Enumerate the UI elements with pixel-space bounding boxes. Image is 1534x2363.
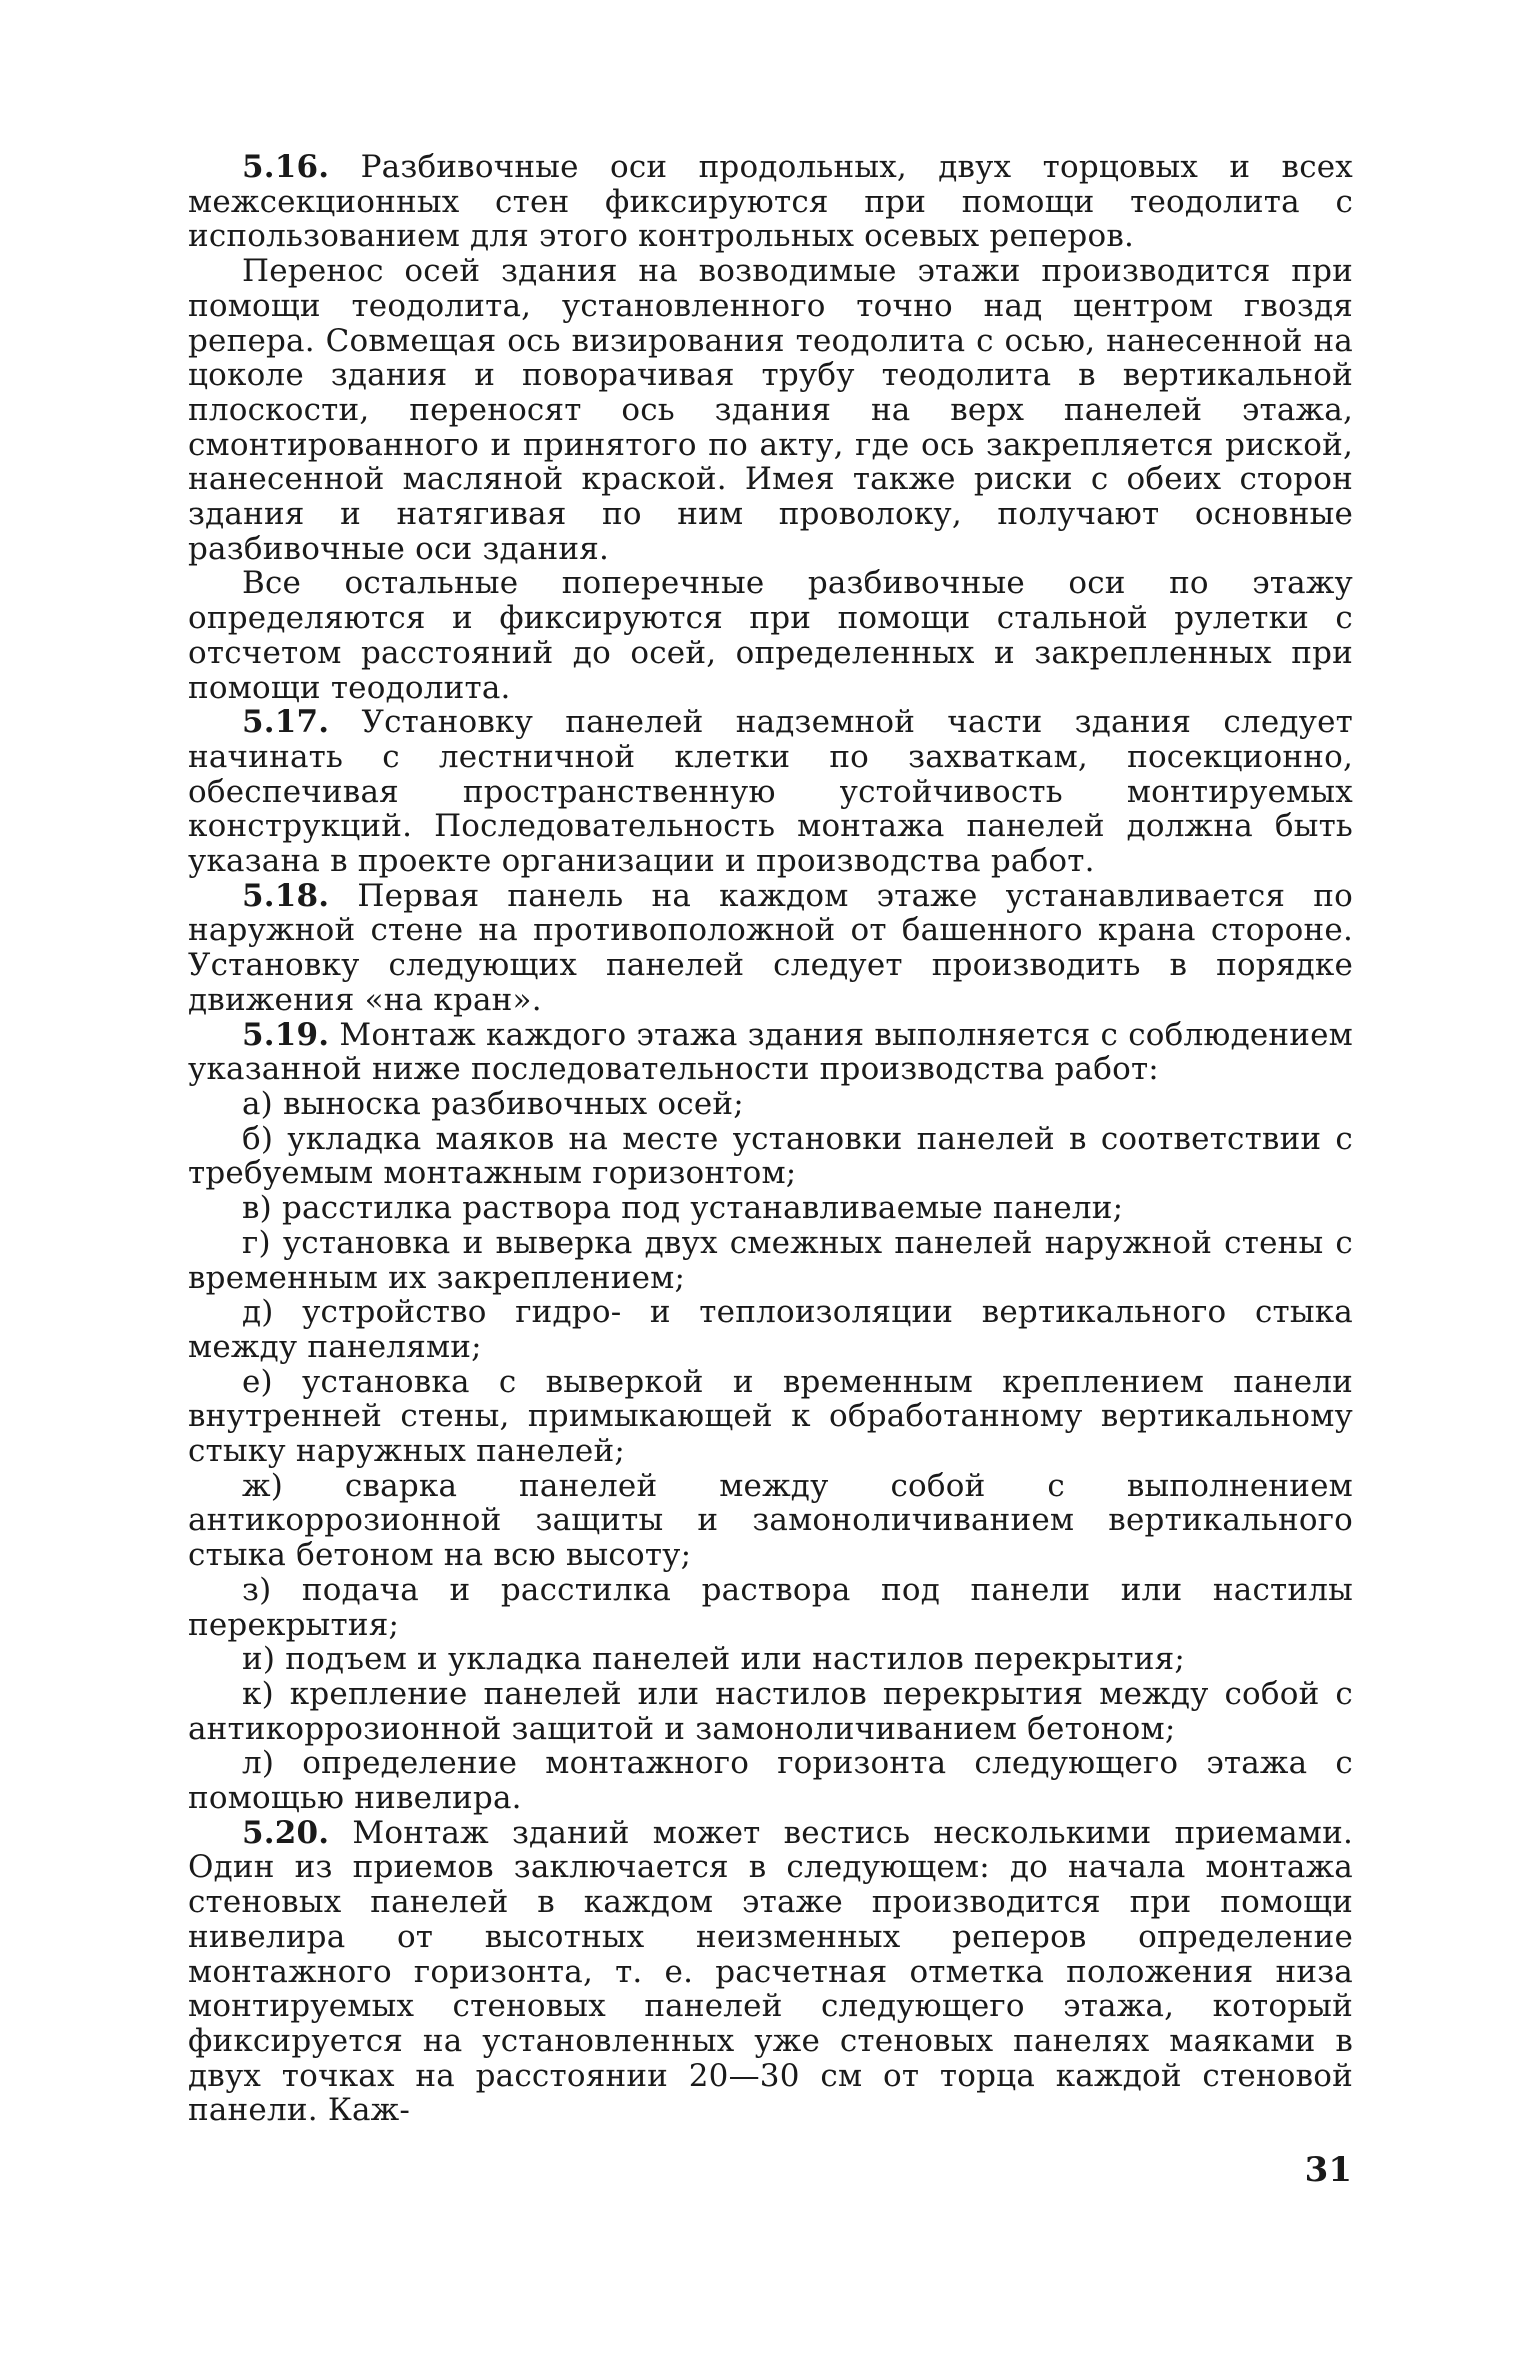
paragraph-text: Первая панель на каждом этаже устанавливается по наружной стене на противоположной от башенного крана стороне. Установку следующих панелей следует производить в порядке движения «на кран». — [188, 877, 1353, 1018]
paragraph-5-16-transfer — [188, 254, 1353, 566]
paragraph-text: Установку панелей надземной части здания следует начинать с лестничной клетки по захваткам, посекционно, обеспечивая пространственную устойчивость монтируемых конструкций. Последовательность монтажа панелей должна быть указана в проекте организации и производства работ. — [188, 704, 1353, 880]
list-item-a: а) выноска разбивочных осей; — [242, 1085, 744, 1122]
paragraph-text: Монтаж каждого этажа здания выполняется с соблюдением указанной ниже последовательности производства работ: — [188, 1016, 1353, 1088]
list-item-i: и) подъем и укладка панелей или настилов перекрытия; — [242, 1641, 1186, 1678]
section-number: 5.16. — [242, 149, 330, 185]
section-number: 5.19. — [242, 1016, 330, 1053]
list-item-e: е) установка с выверкой и временным креплением панели внутренней стены, примыкающей к обработанному вертикальному стыку наружных панелей; — [188, 1363, 1353, 1470]
list-item-d: д) устройство гидро- и теплоизоляции вертикального стыка между панелями; — [188, 1294, 1353, 1365]
list-item-l: л) определение монтажного горизонта следующего этажа с помощью нивелира. — [188, 1745, 1353, 1817]
page-number: 31 — [1304, 2150, 1352, 2190]
paragraph-text: Перенос осей здания на возводимые этажи производится при помощи теодолита, установленного точно над центром гвоздя репера. Совмещая ось визирования теодолита с осью, нанесенной на цоколе здания и поворачивая трубу теодолита в вертикальной плоскости, переносят ось здания на верх панелей этажа, смонтированного и принятого по акту, где ось закрепляется риской, нанесенной масляной краской. Имея также риски с обеих сторон здания и натягивая по ним проволоку, получают основные разбивочные оси здания. — [188, 253, 1353, 567]
list-item-v: в) расстилка раствора под устанавливаемые панели; — [242, 1190, 1124, 1227]
paragraph-5-18 — [188, 879, 1353, 1018]
paragraph-5-20 — [188, 1816, 1353, 2128]
section-number: 5.17. — [242, 704, 330, 741]
paragraph-5-17 — [188, 705, 1353, 879]
paragraph-text: Разбивочные оси продольных, двух торцовых и всех межсекционных стен фиксируются при помощи теодолита с использованием для этого контрольных осевых реперов. — [188, 149, 1353, 255]
section-number: 5.18. — [242, 877, 330, 914]
list-item-zh: ж) сварка панелей между собой с выполнением антикоррозионной защиты и замоноличиванием вертикального стыка бетоном на всю высоту; — [188, 1467, 1353, 1574]
list-item-k: к) крепление панелей или настилов перекрытия между собой с антикоррозионной защитой и замоноличиванием бетоном; — [188, 1675, 1353, 1747]
paragraph-5-16-other-axes — [188, 566, 1353, 705]
document-page — [188, 150, 1353, 2128]
list-item-z: з) подача и расстилка раствора под панели или настилы перекрытия; — [188, 1571, 1353, 1643]
paragraph-text: Монтаж зданий может вестись несколькими приемами. Один из приемов заключается в следующем: до начала монтажа стеновых панелей в каждом этаже производится при помощи нивелира от высотных неизменных реперов определение монтажного горизонта, т. е. расчетная отметка положения низа монтируемых стеновых панелей следующего этажа, который фиксируется на установленных уже стеновых панелях маяками в двух точках на расстоянии 20—30 см от торца каждой стеновой панели. Каж- — [188, 1814, 1353, 2129]
paragraph-text: Все остальные поперечные разбивочные оси по этажу определяются и фиксируются при помощи стальной рулетки с отсчетом расстояний до осей, определенных и закрепленных при помощи теодолита. — [188, 565, 1353, 706]
paragraph-5-16 — [188, 150, 1353, 254]
list-item-b: б) укладка маяков на месте установки панелей в соответствии с требуемым монтажным горизонтом; — [188, 1120, 1353, 1192]
list-item-g: г) установка и выверка двух смежных панелей наружной стены с временным их закреплением; — [188, 1224, 1353, 1296]
section-number: 5.20. — [242, 1814, 330, 1851]
paragraph-5-19 — [188, 1018, 1353, 1087]
